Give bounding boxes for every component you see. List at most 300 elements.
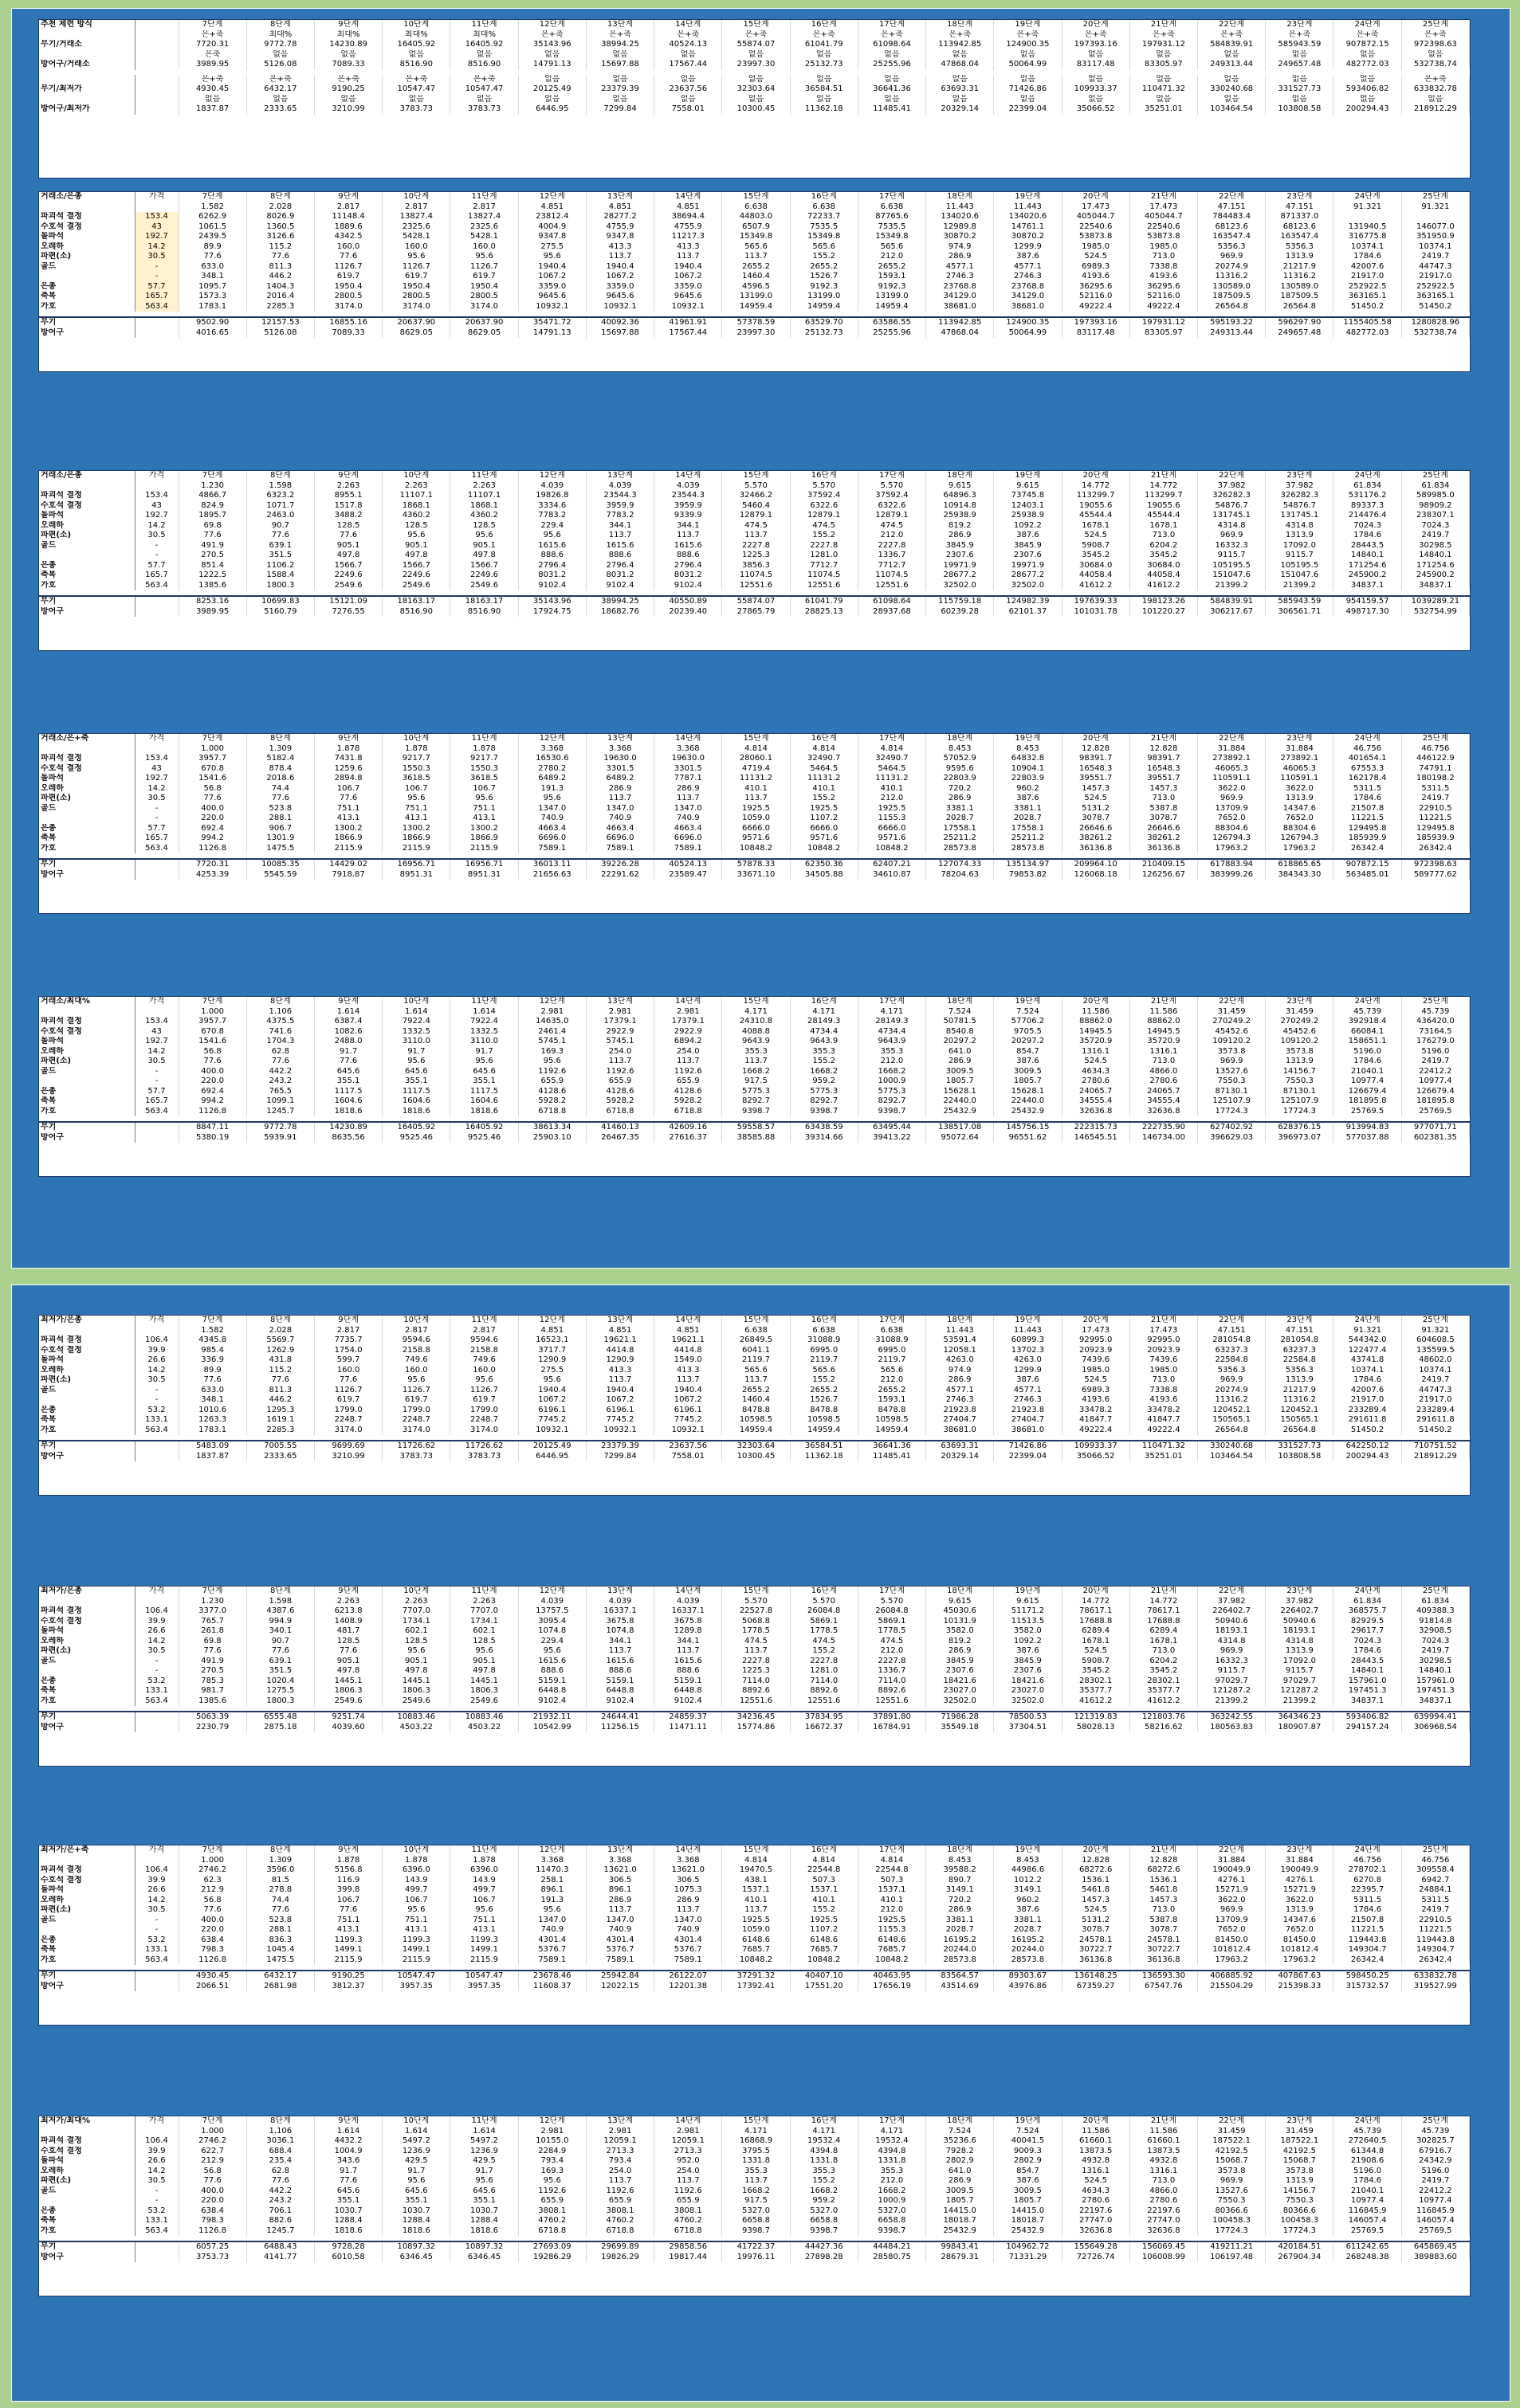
table-cell xyxy=(1062,312,1129,317)
price-header: 가격 xyxy=(135,192,179,202)
value-cell: 113.7 xyxy=(722,252,790,262)
value-cell: 3618.5 xyxy=(383,774,450,784)
value-cell: 2802.9 xyxy=(994,2156,1062,2167)
table-cell xyxy=(858,2236,925,2241)
material-label: 은총 xyxy=(39,824,135,834)
table-cell xyxy=(858,1965,925,1971)
value-cell: 146057.4 xyxy=(1333,2216,1401,2226)
price-cell: 14.2 xyxy=(135,1366,179,1376)
value-cell: 8478.8 xyxy=(722,1406,790,1416)
value-cell: 6196.1 xyxy=(654,1406,722,1416)
value-cell: 1155.3 xyxy=(858,1925,925,1935)
value-cell: 524.5 xyxy=(1062,1646,1129,1657)
value-cell: 21507.8 xyxy=(1333,804,1401,814)
value-cell: 499.7 xyxy=(450,1885,518,1896)
value-cell: 24310.8 xyxy=(722,1017,790,1027)
value-cell: 160.0 xyxy=(383,1366,450,1376)
value-cell: 29617.7 xyxy=(1333,1626,1401,1637)
value-cell: 2419.7 xyxy=(1401,1905,1469,1916)
armor-total: 267904.34 xyxy=(1266,2253,1333,2263)
table-cell xyxy=(135,20,179,30)
value-cell: 14635.0 xyxy=(518,1017,586,1027)
value-cell: 6148.6 xyxy=(790,1935,858,1946)
value-cell: 1778.5 xyxy=(722,1626,790,1637)
ratio-cell: 6.638 xyxy=(722,202,790,213)
value-cell: 1126.8 xyxy=(179,2226,246,2237)
value-cell: 13709.9 xyxy=(1198,804,1266,814)
value-cell: 713.0 xyxy=(1129,2176,1197,2186)
table-row xyxy=(39,1865,1470,1876)
value-cell: 3622.0 xyxy=(1266,1896,1333,1906)
armor-total: 306968.54 xyxy=(1401,1723,1469,1733)
stage-header: 11단계 xyxy=(450,1316,518,1326)
value-cell: 1259.6 xyxy=(314,764,382,775)
armor-total: 17392.41 xyxy=(722,1982,790,1992)
value-cell: 135599.5 xyxy=(1401,1346,1469,1356)
value-cell: 442.2 xyxy=(246,2186,314,2197)
stage-header: 24단계 xyxy=(1333,471,1401,481)
stage-header: 13단계 xyxy=(586,1586,654,1597)
value-cell: 163547.4 xyxy=(1266,232,1333,242)
value-cell: 2249.6 xyxy=(383,571,450,581)
armor-total: 15697.88 xyxy=(586,328,654,339)
table-row xyxy=(39,1047,1470,1057)
table-cell xyxy=(518,1965,586,1971)
value-cell: 87765.6 xyxy=(858,212,925,222)
table-row xyxy=(39,1355,1470,1366)
value-cell: 497.8 xyxy=(383,1666,450,1677)
ratio-cell: 61.834 xyxy=(1333,1597,1401,1607)
value-cell: 1517.8 xyxy=(314,501,382,512)
value-cell: 20274.9 xyxy=(1198,262,1266,273)
value-cell: 113.7 xyxy=(654,531,722,541)
value-cell: 134020.6 xyxy=(926,212,994,222)
value-cell: 6041.1 xyxy=(722,1346,790,1356)
stage-header: 18단계 xyxy=(926,2116,994,2127)
value-cell: 3808.1 xyxy=(518,2206,586,2217)
table-row xyxy=(39,242,1470,253)
table-row xyxy=(39,2176,1470,2186)
value-cell: 7550.3 xyxy=(1266,1077,1333,1087)
value-cell: 368575.7 xyxy=(1333,1606,1401,1617)
value-cell: 1126.8 xyxy=(179,844,246,854)
value-cell: 2549.6 xyxy=(450,581,518,591)
armor-total: 6446.95 xyxy=(518,1452,586,1462)
value-cell: 960.2 xyxy=(994,784,1062,794)
value-cell: 565.6 xyxy=(790,242,858,253)
armor-label: 방어구 xyxy=(39,328,135,339)
ratio-cell: 1.878 xyxy=(450,744,518,755)
value-cell: 1985.0 xyxy=(1129,242,1197,253)
table-cell xyxy=(586,590,654,596)
ratio-cell: 45.739 xyxy=(1333,2127,1401,2137)
value-cell: 77.6 xyxy=(314,1057,382,1067)
value-cell: 410.1 xyxy=(858,1896,925,1906)
price-cell: - xyxy=(135,1657,179,1667)
value-cell: 5428.1 xyxy=(450,232,518,242)
stage-header: 17단계 xyxy=(858,20,925,30)
value-cell: 212.0 xyxy=(858,1646,925,1657)
value-cell: 1385.6 xyxy=(179,1696,246,1707)
price-cell: 30.5 xyxy=(135,2176,179,2186)
stage-header: 7단계 xyxy=(179,997,246,1007)
value-cell: 4634.3 xyxy=(1062,1067,1129,1077)
price-cell: - xyxy=(135,1916,179,1926)
summary-table xyxy=(38,19,1471,178)
value-cell: 5159.1 xyxy=(654,1677,722,1687)
table-cell xyxy=(179,853,246,859)
value-cell: 28573.8 xyxy=(994,1955,1062,1966)
value-cell: 17688.8 xyxy=(1062,1617,1129,1627)
ratio-cell: 2.817 xyxy=(450,202,518,213)
value-cell: 2780.6 xyxy=(1129,1077,1197,1087)
value-cell: 5356.3 xyxy=(1198,242,1266,253)
weapon-label: 무기 xyxy=(39,1441,135,1452)
block-title: 거래소/최대% xyxy=(39,997,135,1007)
ratio-cell: 3.368 xyxy=(654,744,722,755)
material-label: 가호 xyxy=(39,2226,135,2237)
weapon-total: 59558.57 xyxy=(722,1122,790,1133)
value-cell: 1783.1 xyxy=(179,1426,246,1436)
weapon-total: 63529.70 xyxy=(790,317,858,328)
value-cell: 387.6 xyxy=(994,2176,1062,2186)
stage-header: 10단계 xyxy=(383,1845,450,1856)
ratio-cell: 3.368 xyxy=(518,744,586,755)
price-cell: 30.5 xyxy=(135,1057,179,1067)
value-cell: 641.0 xyxy=(926,2167,994,2177)
value-cell: 3545.2 xyxy=(1062,1666,1129,1677)
material-label: 가호 xyxy=(39,302,135,312)
cost-cell: 482772.03 xyxy=(1333,60,1401,70)
weapon-total: 7005.55 xyxy=(246,1441,314,1452)
value-cell: 35377.7 xyxy=(1129,1686,1197,1696)
value-cell: 43741.8 xyxy=(1333,1355,1401,1366)
stage-header: 25단계 xyxy=(1401,997,1469,1007)
value-cell: 1925.5 xyxy=(790,804,858,814)
armor-label: 방어구 xyxy=(39,1452,135,1462)
value-cell: 155.2 xyxy=(790,1057,858,1067)
method-cell: 없음 xyxy=(246,95,314,105)
value-cell: 619.7 xyxy=(383,1395,450,1406)
price-cell: 39.9 xyxy=(135,2147,179,2157)
value-cell: 10848.2 xyxy=(722,1955,790,1966)
material-label: 돌파석 xyxy=(39,2156,135,2167)
value-cell: 655.9 xyxy=(654,1077,722,1087)
value-cell: 95.6 xyxy=(450,1375,518,1386)
weapon-total: 63495.44 xyxy=(858,1122,925,1133)
value-cell: 4734.4 xyxy=(858,1027,925,1037)
price-cell: 153.4 xyxy=(135,212,179,222)
price-header: 가격 xyxy=(135,734,179,744)
table-cell xyxy=(246,1706,314,1712)
value-cell: 7589.1 xyxy=(586,844,654,854)
value-cell: 413.1 xyxy=(383,814,450,824)
cost-cell: 331527.73 xyxy=(1266,84,1333,95)
value-cell: 7024.3 xyxy=(1333,1637,1401,1647)
table-row xyxy=(39,2186,1470,2197)
value-cell: 28277.2 xyxy=(586,212,654,222)
table-cell xyxy=(1198,590,1266,596)
value-cell: 28677.2 xyxy=(994,571,1062,581)
value-cell: 2549.6 xyxy=(314,1696,382,1707)
value-cell: 1107.2 xyxy=(790,814,858,824)
value-cell: 16332.3 xyxy=(1198,541,1266,551)
value-cell: 343.6 xyxy=(314,2156,382,2167)
value-cell: 4193.6 xyxy=(1062,272,1129,282)
value-cell: 15349.8 xyxy=(790,232,858,242)
value-cell: 602.1 xyxy=(450,1626,518,1637)
material-label: 축복 xyxy=(39,292,135,302)
weapon-total: 585943.59 xyxy=(1266,596,1333,607)
value-cell: 254.0 xyxy=(586,1047,654,1057)
value-cell: 3808.1 xyxy=(654,2206,722,2217)
material-label: 골드 xyxy=(39,262,135,273)
value-cell: 1347.0 xyxy=(654,1916,722,1926)
stage-header: 21단계 xyxy=(1129,20,1197,30)
stage-header: 12단계 xyxy=(518,997,586,1007)
armor-total: 6346.45 xyxy=(450,2253,518,2263)
value-cell: 4276.1 xyxy=(1266,1876,1333,1886)
table-cell xyxy=(654,590,722,596)
cost-cell: 1837.87 xyxy=(179,104,246,115)
value-cell: 1336.7 xyxy=(858,551,925,561)
value-cell: 51450.2 xyxy=(1401,302,1469,312)
value-cell: 409388.3 xyxy=(1401,1606,1469,1617)
ratio-cell: 2.817 xyxy=(383,202,450,213)
weapon-total: 11726.62 xyxy=(450,1441,518,1452)
value-cell: 155.2 xyxy=(790,1375,858,1386)
value-cell: 888.6 xyxy=(586,551,654,561)
stage-header: 24단계 xyxy=(1333,2116,1401,2127)
value-cell: 11074.5 xyxy=(858,571,925,581)
stage-header: 10단계 xyxy=(383,2116,450,2127)
value-cell: 1800.3 xyxy=(246,1696,314,1707)
weapon-total: 35143.96 xyxy=(518,596,586,607)
price-cell: - xyxy=(135,262,179,273)
value-cell: 20923.9 xyxy=(1129,1346,1197,1356)
value-cell: 6995.0 xyxy=(790,1346,858,1356)
armor-total: 5160.79 xyxy=(246,607,314,618)
cost-cell: 972398.63 xyxy=(1401,40,1469,50)
stage-header: 12단계 xyxy=(518,192,586,202)
value-cell: 21917.0 xyxy=(1401,1395,1469,1406)
value-cell: 2419.7 xyxy=(1401,1057,1469,1067)
value-cell: 291611.8 xyxy=(1401,1415,1469,1426)
value-cell: 7745.2 xyxy=(518,1415,586,1426)
value-cell: 288.1 xyxy=(246,1925,314,1935)
value-cell: 1107.2 xyxy=(790,1925,858,1935)
value-cell: 4932.8 xyxy=(1129,2156,1197,2167)
table-cell xyxy=(135,60,179,70)
value-cell: 1300.2 xyxy=(450,824,518,834)
value-cell: 4932.8 xyxy=(1062,2156,1129,2167)
value-cell: 25432.9 xyxy=(926,1107,994,1117)
price-cell: 563.4 xyxy=(135,581,179,591)
value-cell: 22540.6 xyxy=(1062,222,1129,233)
price-cell: 26.6 xyxy=(135,2156,179,2167)
value-cell: 10848.2 xyxy=(722,844,790,854)
value-cell: 2115.9 xyxy=(383,1955,450,1966)
stage-header: 22단계 xyxy=(1198,2116,1266,2127)
stage-header: 7단계 xyxy=(179,1845,246,1856)
value-cell: 3036.1 xyxy=(246,2136,314,2147)
weapon-total: 71986.28 xyxy=(926,1712,994,1723)
value-cell: 143.9 xyxy=(383,1876,450,1886)
stage-header: 24단계 xyxy=(1333,192,1401,202)
value-cell: 6666.0 xyxy=(858,824,925,834)
value-cell: 50940.6 xyxy=(1266,1617,1333,1627)
table-cell xyxy=(1333,2236,1401,2241)
value-cell: 32502.0 xyxy=(926,581,994,591)
value-cell: 9115.7 xyxy=(1198,551,1266,561)
stage-header: 24단계 xyxy=(1333,734,1401,744)
table-cell xyxy=(450,2236,518,2241)
value-cell: 120452.1 xyxy=(1198,1406,1266,1416)
stage-header: 21단계 xyxy=(1129,471,1197,481)
value-cell: 10977.4 xyxy=(1401,1077,1469,1087)
value-cell: 474.5 xyxy=(722,1637,790,1647)
value-cell: 52116.0 xyxy=(1062,292,1129,302)
value-cell: 1818.6 xyxy=(383,2226,450,2237)
weapon-total: 36584.51 xyxy=(790,1441,858,1452)
ratio-cell: 1.614 xyxy=(314,2127,382,2137)
weapon-total: 62350.36 xyxy=(790,859,858,870)
value-cell: 565.6 xyxy=(858,242,925,253)
method-cell: 없음 xyxy=(518,50,586,61)
value-cell: 62.8 xyxy=(246,1047,314,1057)
material-label: 파괴석 결정 xyxy=(39,1606,135,1617)
table-cell xyxy=(1129,1965,1197,1971)
value-cell: 61660.1 xyxy=(1062,2136,1129,2147)
armor-total: 19826.29 xyxy=(586,2253,654,2263)
price-cell: 133.1 xyxy=(135,1686,179,1696)
value-cell: 10932.1 xyxy=(518,1426,586,1436)
weapon-total: 127074.33 xyxy=(926,859,994,870)
weapon-total: 156069.45 xyxy=(1129,2241,1197,2253)
value-cell: 2746.3 xyxy=(926,1395,994,1406)
value-cell: 896.1 xyxy=(586,1885,654,1896)
price-cell: 165.7 xyxy=(135,833,179,844)
value-cell: 36136.8 xyxy=(1062,844,1129,854)
armor-total: 16784.91 xyxy=(858,1723,925,1733)
value-cell: 17963.2 xyxy=(1266,844,1333,854)
armor-total: 6010.58 xyxy=(314,2253,382,2263)
weapon-total: 197639.33 xyxy=(1062,596,1129,607)
value-cell: 19621.1 xyxy=(586,1335,654,1346)
ratio-cell: 4.039 xyxy=(518,481,586,492)
value-cell: 3359.0 xyxy=(518,282,586,292)
table-cell xyxy=(1333,1706,1401,1712)
table-row xyxy=(39,814,1470,824)
value-cell: 309558.4 xyxy=(1401,1865,1469,1876)
value-cell: 2227.8 xyxy=(858,1657,925,1667)
value-cell: 20274.9 xyxy=(1198,1386,1266,1396)
value-cell: 1784.6 xyxy=(1333,1057,1401,1067)
value-cell: 109120.2 xyxy=(1266,1037,1333,1047)
stage-header: 15단계 xyxy=(722,2116,790,2127)
value-cell: 6696.0 xyxy=(518,833,586,844)
value-cell: 3301.5 xyxy=(586,764,654,775)
table-cell xyxy=(135,1116,179,1122)
value-cell: 21908.6 xyxy=(1333,2156,1401,2167)
ratio-cell: 31.459 xyxy=(1266,1007,1333,1018)
value-cell: 30684.0 xyxy=(1129,561,1197,571)
armor-total: 27616.37 xyxy=(654,1133,722,1143)
armor-total: 215504.29 xyxy=(1198,1982,1266,1992)
stage-header: 12단계 xyxy=(518,2116,586,2127)
value-cell: 128.5 xyxy=(383,1637,450,1647)
value-cell: 11316.2 xyxy=(1198,272,1266,282)
value-cell: 74.4 xyxy=(246,784,314,794)
value-cell: 77.6 xyxy=(246,531,314,541)
value-cell: 474.5 xyxy=(722,521,790,531)
value-cell: 176279.0 xyxy=(1401,1037,1469,1047)
stage-header: 9단계 xyxy=(314,1845,382,1856)
value-cell: 212.9 xyxy=(179,2156,246,2167)
weapon-total: 40524.13 xyxy=(654,859,722,870)
price-cell: 43 xyxy=(135,222,179,233)
value-cell: 23027.0 xyxy=(994,1686,1062,1696)
value-cell: 5908.7 xyxy=(1062,541,1129,551)
method-cell: 없음 xyxy=(586,95,654,105)
value-cell: 34555.4 xyxy=(1062,1096,1129,1107)
value-cell: 706.1 xyxy=(246,2206,314,2217)
value-cell: 1805.7 xyxy=(994,2196,1062,2206)
stage-header: 22단계 xyxy=(1198,1586,1266,1597)
value-cell: 22803.9 xyxy=(994,774,1062,784)
table-cell xyxy=(39,1116,135,1122)
stage-header: 15단계 xyxy=(722,1845,790,1856)
value-cell: 851.4 xyxy=(179,561,246,571)
value-cell: 254.0 xyxy=(654,2167,722,2177)
value-cell: 131745.1 xyxy=(1198,511,1266,521)
ratio-cell: 4.171 xyxy=(790,1007,858,1018)
value-cell: 36136.8 xyxy=(1129,844,1197,854)
value-cell: 33478.2 xyxy=(1129,1406,1197,1416)
table-cell xyxy=(654,1435,722,1441)
value-cell: 41847.7 xyxy=(1062,1415,1129,1426)
value-cell: 1604.6 xyxy=(450,1096,518,1107)
value-cell: 4734.4 xyxy=(790,1027,858,1037)
value-cell: 151047.6 xyxy=(1266,571,1333,581)
value-cell: 15271.9 xyxy=(1198,1885,1266,1896)
value-cell: 95.6 xyxy=(450,2176,518,2186)
value-cell: 26849.5 xyxy=(722,1335,790,1346)
value-cell: 410.1 xyxy=(722,1896,790,1906)
value-cell: 645.6 xyxy=(450,1067,518,1077)
value-cell: 994.2 xyxy=(179,1096,246,1107)
value-cell: 446.2 xyxy=(246,1395,314,1406)
weapon-total: 24644.41 xyxy=(586,1712,654,1723)
value-cell: 68272.6 xyxy=(1062,1865,1129,1876)
value-cell: 7431.8 xyxy=(314,754,382,764)
value-cell: 95.6 xyxy=(383,1057,450,1067)
ratio-cell: 4.171 xyxy=(790,2127,858,2137)
table-cell xyxy=(1129,312,1197,317)
value-cell: 9398.7 xyxy=(722,2226,790,2237)
stage-header: 21단계 xyxy=(1129,1845,1197,1856)
value-cell: 1020.4 xyxy=(246,1677,314,1687)
cost-cell: 10300.45 xyxy=(722,104,790,115)
price-cell: 563.4 xyxy=(135,1426,179,1436)
armor-total: 35251.01 xyxy=(1129,1452,1197,1462)
stage-header: 15단계 xyxy=(722,1316,790,1326)
value-cell: 1566.7 xyxy=(314,561,382,571)
value-cell: 2796.4 xyxy=(518,561,586,571)
ratio-cell: 1.614 xyxy=(383,1007,450,1018)
value-cell: 25769.5 xyxy=(1333,1107,1401,1117)
weapon-total: 55874.07 xyxy=(722,596,790,607)
